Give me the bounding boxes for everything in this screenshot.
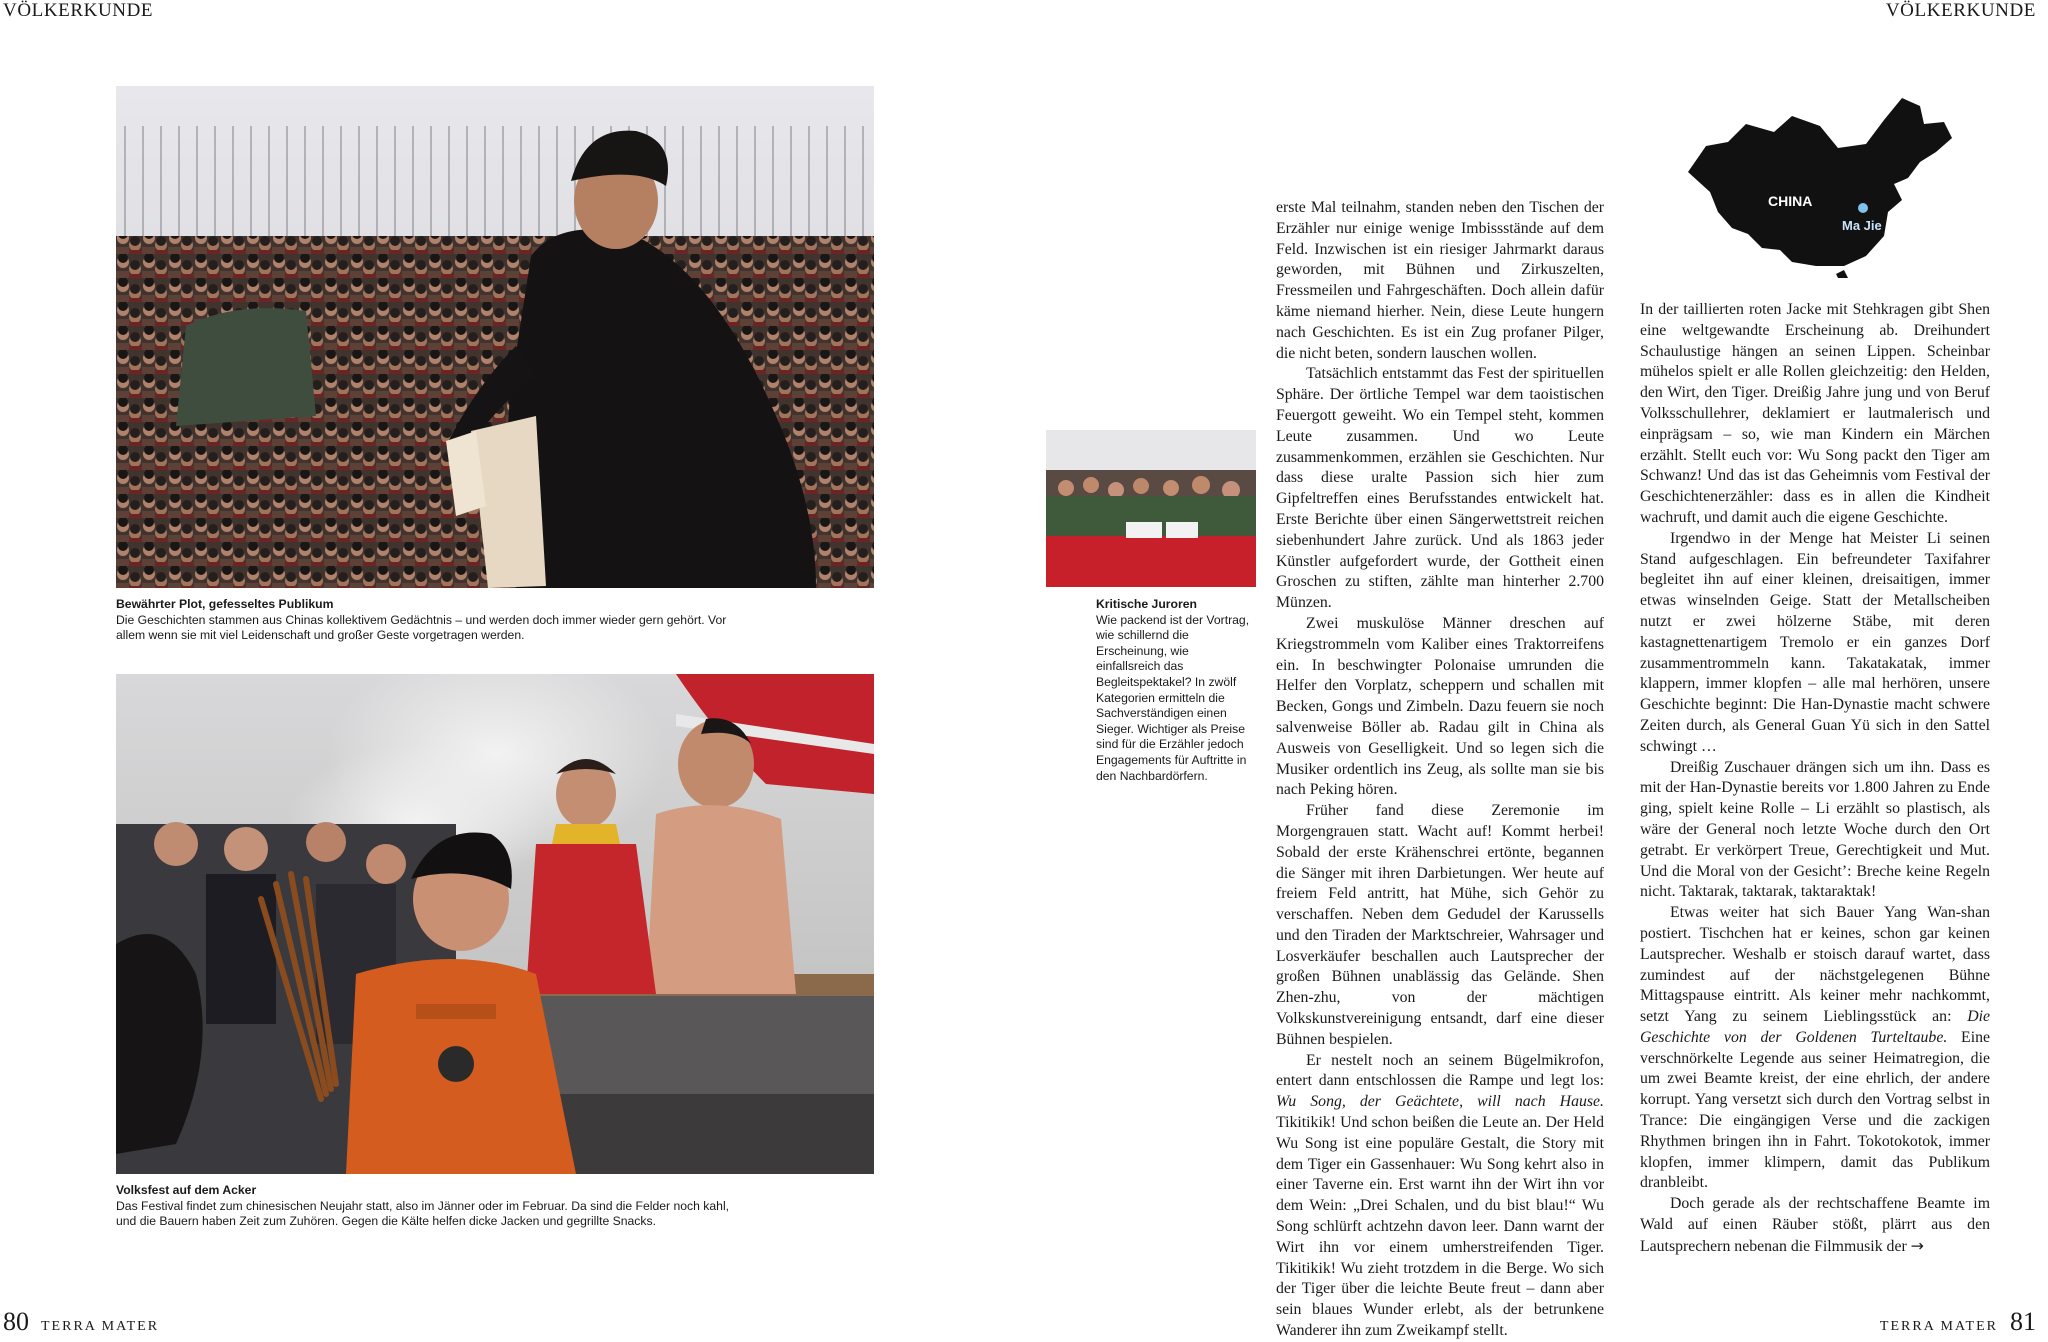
map-location-dot: [1858, 203, 1868, 213]
china-map-shape: [1688, 98, 1952, 266]
caption-top-title: Bewährter Plot, gefesseltes Publikum: [116, 597, 334, 611]
story-title-turteltaube: Die Geschichte von der Goldenen Turteltaube.: [1640, 1008, 1990, 1046]
body-column-2: [1640, 300, 1990, 1258]
map-place-label: Ma Jie: [1842, 218, 1882, 233]
map-country-label: CHINA: [1768, 193, 1813, 209]
col1-text: Tikitikik! Und schon beißen die Leute an. Der Held Wu Song ist eine populäre Gestalt, die Story mit dem Tiger ein Gassenhauer: Wu Song kehrt also in einer Taverne ein. Erst warnt ihn der Wirt ihn vor dem Wein: „Drei Schalen, und du bist blau!“ Wu Song schlürft achtzehn davon leer. Dann warnt der Wirt ihn vor einem umherstreifenden Tiger. Tikitikik! Wu zieht trotzdem in die Berge. Wo sich der Tiger über die leichte Beute freut – dann aber sein blaues Wunder erlebt, als der betrunkene Wanderer ihn zum Zweikampf stellt.: [1276, 1114, 1604, 1340]
caption-bottom-text: Das Festival findet zum chinesischen Neujahr statt, also im Jänner oder im Februar. Da sind die Felder noch kahl, und die Bauern haben Zeit zum Zuhören. Gegen die Kälte helfen dicke Jacken und gegrillte Snacks.: [116, 1198, 730, 1229]
col2-paragraph: [1640, 903, 1990, 1194]
col1-paragraph: Früher fand diese Zeremonie im Morgengrauen statt. Wacht auf! Kommt herbei! Sobald der erste Krähenschrei ertönte, begannen die Sänger mit ihren Darbietungen. Wer heute auf freiem Feld antritt, hat Mühe, sich Gehör zu verschaffen. Neben dem Gedudel der Karussells und den Tiraden der Marktschreier, Wahrsager und Losverkäufer beschallen auch Lautsprecher der großen Bühnen unablässig das Gelände. Shen Zhen-zhu, von der mächtigen Volkskunstvereinigung entsandt, darf eine dieser Bühnen bespielen.: [1276, 802, 1604, 1048]
continue-arrow-icon: →: [1910, 1235, 1924, 1255]
col1-paragraph: Tatsächlich entstammt das Fest der spirituellen Sphäre. Der örtliche Tempel war dem taoistischen Feuergott geweiht. Wo ein Tempel steht, kommen Leute zusammen. Und wo Leute zusammenkommen, erzählen sie Geschichten. Nur dass diese uralte Passion sich hier zum Gipfeltreffen eines Berufsstandes entwickelt hat. Erste Berichte über einen Sängerwettstreit reichen siebenhundert Jahre zurück. Und als 1863 jeder Künstler aufgefordert wurde, der Gottheit einen Groschen zu stiften, zählte man hinterher 2.700 Münzen.: [1276, 365, 1604, 612]
caption-bottom: [116, 1183, 746, 1230]
magazine-name-right: TERRA MATER: [1879, 1319, 1998, 1334]
folio-right: [1880, 1307, 2036, 1337]
caption-jury-title: Kritische Juroren: [1096, 597, 1197, 611]
col1-paragraph: Zwei muskulöse Männer dreschen auf Kriegstrommeln vom Kaliber eines Traktorreifens ein. In beschwingter Polonaise umrunden die Helfer den Vorplatz, scheppern und schallen mit Becken, Gongs und Zimbeln. Dazu feuern sie noch salvenweise Böller ab. Radau gilt in China als Ausweis von Geselligkeit. Und so legen sich die Musiker ordentlich ins Zeug, als sollte man sie bis nach Peking hören.: [1276, 614, 1604, 799]
page-number-left: 80: [3, 1307, 29, 1336]
china-locator-map: [1688, 88, 1958, 278]
caption-jury-text: Wie packend ist der Vortrag, wie schillernd die Erscheinung, wie einfallsreich das Begleitspektakel? In zwölf Kategorien ermitteln die Sachverständigen einen Sieger. Wichtiger als Preise sind für die Erzähler jedoch Engagements für Auftritte in den Nachbardörfern.: [1096, 612, 1250, 783]
col2-text: Etwas weiter hat sich Bauer Yang Wan-shan postiert. Tischchen hat er keines, schon gar keinen Lautsprecher. Weshalb er stoisch darauf wartet, dass zumindest auf der nächstgelegenen Bühne Mittagspause eintritt. Als keiner mehr nachkommt, setzt Yang zu seinem Lieblingsstück an:: [1640, 904, 1990, 1026]
magazine-name-left: TERRA MATER: [41, 1319, 160, 1334]
running-head-left: VÖLKERKUNDE: [3, 0, 154, 21]
body-column-1: [1276, 198, 1604, 1342]
col1-paragraph: [1276, 1051, 1604, 1342]
storyteller-crowd-photo: [116, 86, 874, 588]
story-title-wu-song: Wu Song, der Geächtete, will nach Hause.: [1276, 1093, 1604, 1111]
running-head-right: VÖLKERKUNDE: [1885, 0, 2036, 21]
col1-paragraph: erste Mal teilnahm, standen neben den Tischen der Erzähler nur einige wenige Imbissstände auf dem Feld. Inzwischen ist ein riesiger Jahrmarkt daraus geworden, mit Bühnen und Zirkuszelten, Fressmeilen und Fahrgeschäften. Doch allein dafür käme niemand hierher. Nein, diese Leute hungern nach Geschichten. Es ist ein Zug profaner Pilger, die nicht beten, sondern lauschen wollen.: [1276, 199, 1604, 362]
col1-text: Er nestelt noch an seinem Bügelmikrofon, entert dann entschlossen die Rampe und legt los:: [1276, 1051, 1604, 1090]
col2-text: Doch gerade als der rechtschaffene Beamte im Wald auf einen Räuber stößt, plärrt aus den Lautsprechern nebenan die Filmmusik der: [1640, 1195, 1990, 1255]
col2-paragraph: In der taillierten roten Jacke mit Stehkragen gibt Shen eine weltgewandte Erscheinung ab. Dreihundert Schaulustige hängen an seinen Lippen. Scheinbar mühelos spielt er alle Rollen gleichzeitig: den Helden, den Wirt, den Tiger. Dreißig Jahre jung und von Beruf Volksschullehrer, deklamiert er lautmalerisch und einprägsam – so, wie man Kindern ein Märchen erzählt. Stellt euch vor: Wu Song packt den Tiger am Schwanz! Und das ist das Geheimnis vom Festival der Geschichtenerzähler: dass es in allen die Kindheit wachruft, und damit auch die eigene Geschichte.: [1640, 301, 1990, 526]
page-number-right: 81: [2010, 1307, 2036, 1336]
col2-paragraph: [1640, 1194, 1990, 1257]
caption-top-text: Die Geschichten stammen aus Chinas kollektivem Gedächtnis – und werden doch immer wieder gern gehört. Vor allem wenn sie mit viel Leidenschaft und großer Geste vorgetragen werden.: [116, 612, 727, 643]
col2-paragraph: Dreißig Zuschauer drängen sich um ihn. Dass es mit der Han-Dynastie bereits vor 1.800 Jahren zu Ende ging, spielt keine Rolle – Li erzählt so plastisch, als wäre der General noch letzte Woche durch den Ort getrabt. Er verkörpert Treue, Gerechtigkeit und Mut. Und die Moral von der Gesicht’: Breche keine Regeln nicht. Taktarak, taktarak, taktaraktak!: [1640, 758, 1990, 901]
caption-bottom-title: Volksfest auf dem Acker: [116, 1183, 257, 1197]
col2-text: Eine verschnörkelte Legende aus seiner Heimatregion, die um zwei Beamte kreist, der eine ehrlich, der andere korrupt. Yang versetzt sich durch den Vortrag selbst in Trance: Die eingängigen Verse und die zackigen Rhythmen bringen ihn in Fahrt. Tokotokotok, immer klopfen, immer klimpern, damit das Publikum dranbleibt.: [1640, 1028, 1991, 1192]
grill-boy-photo: [116, 674, 874, 1174]
jury-photo: [1046, 430, 1256, 587]
caption-jury: [1096, 597, 1256, 784]
col2-paragraph: Irgendwo in der Menge hat Meister Li seinen Stand aufgeschlagen. Ein befreundeter Taxifahrer begleitet ihn auf einer kleinen, dreisaitigen, immer etwas winselnden Geige. Statt der Metallscheiben nutzt er zwei hölzerne Stäbe, mit deren kastagnettenartigem Tremolo er ein ganzes Dorf zusammentrommeln kann. Takatakatak, immer klappern, immer klopfen – alle mal herhören, unsere Geschichte beginnt: Die Han-Dynastie macht schwere Zeiten durch, als General Guan Yü sich in den Sattel schwingt …: [1640, 529, 1990, 755]
folio-left: [3, 1307, 159, 1337]
caption-top: [116, 597, 746, 644]
